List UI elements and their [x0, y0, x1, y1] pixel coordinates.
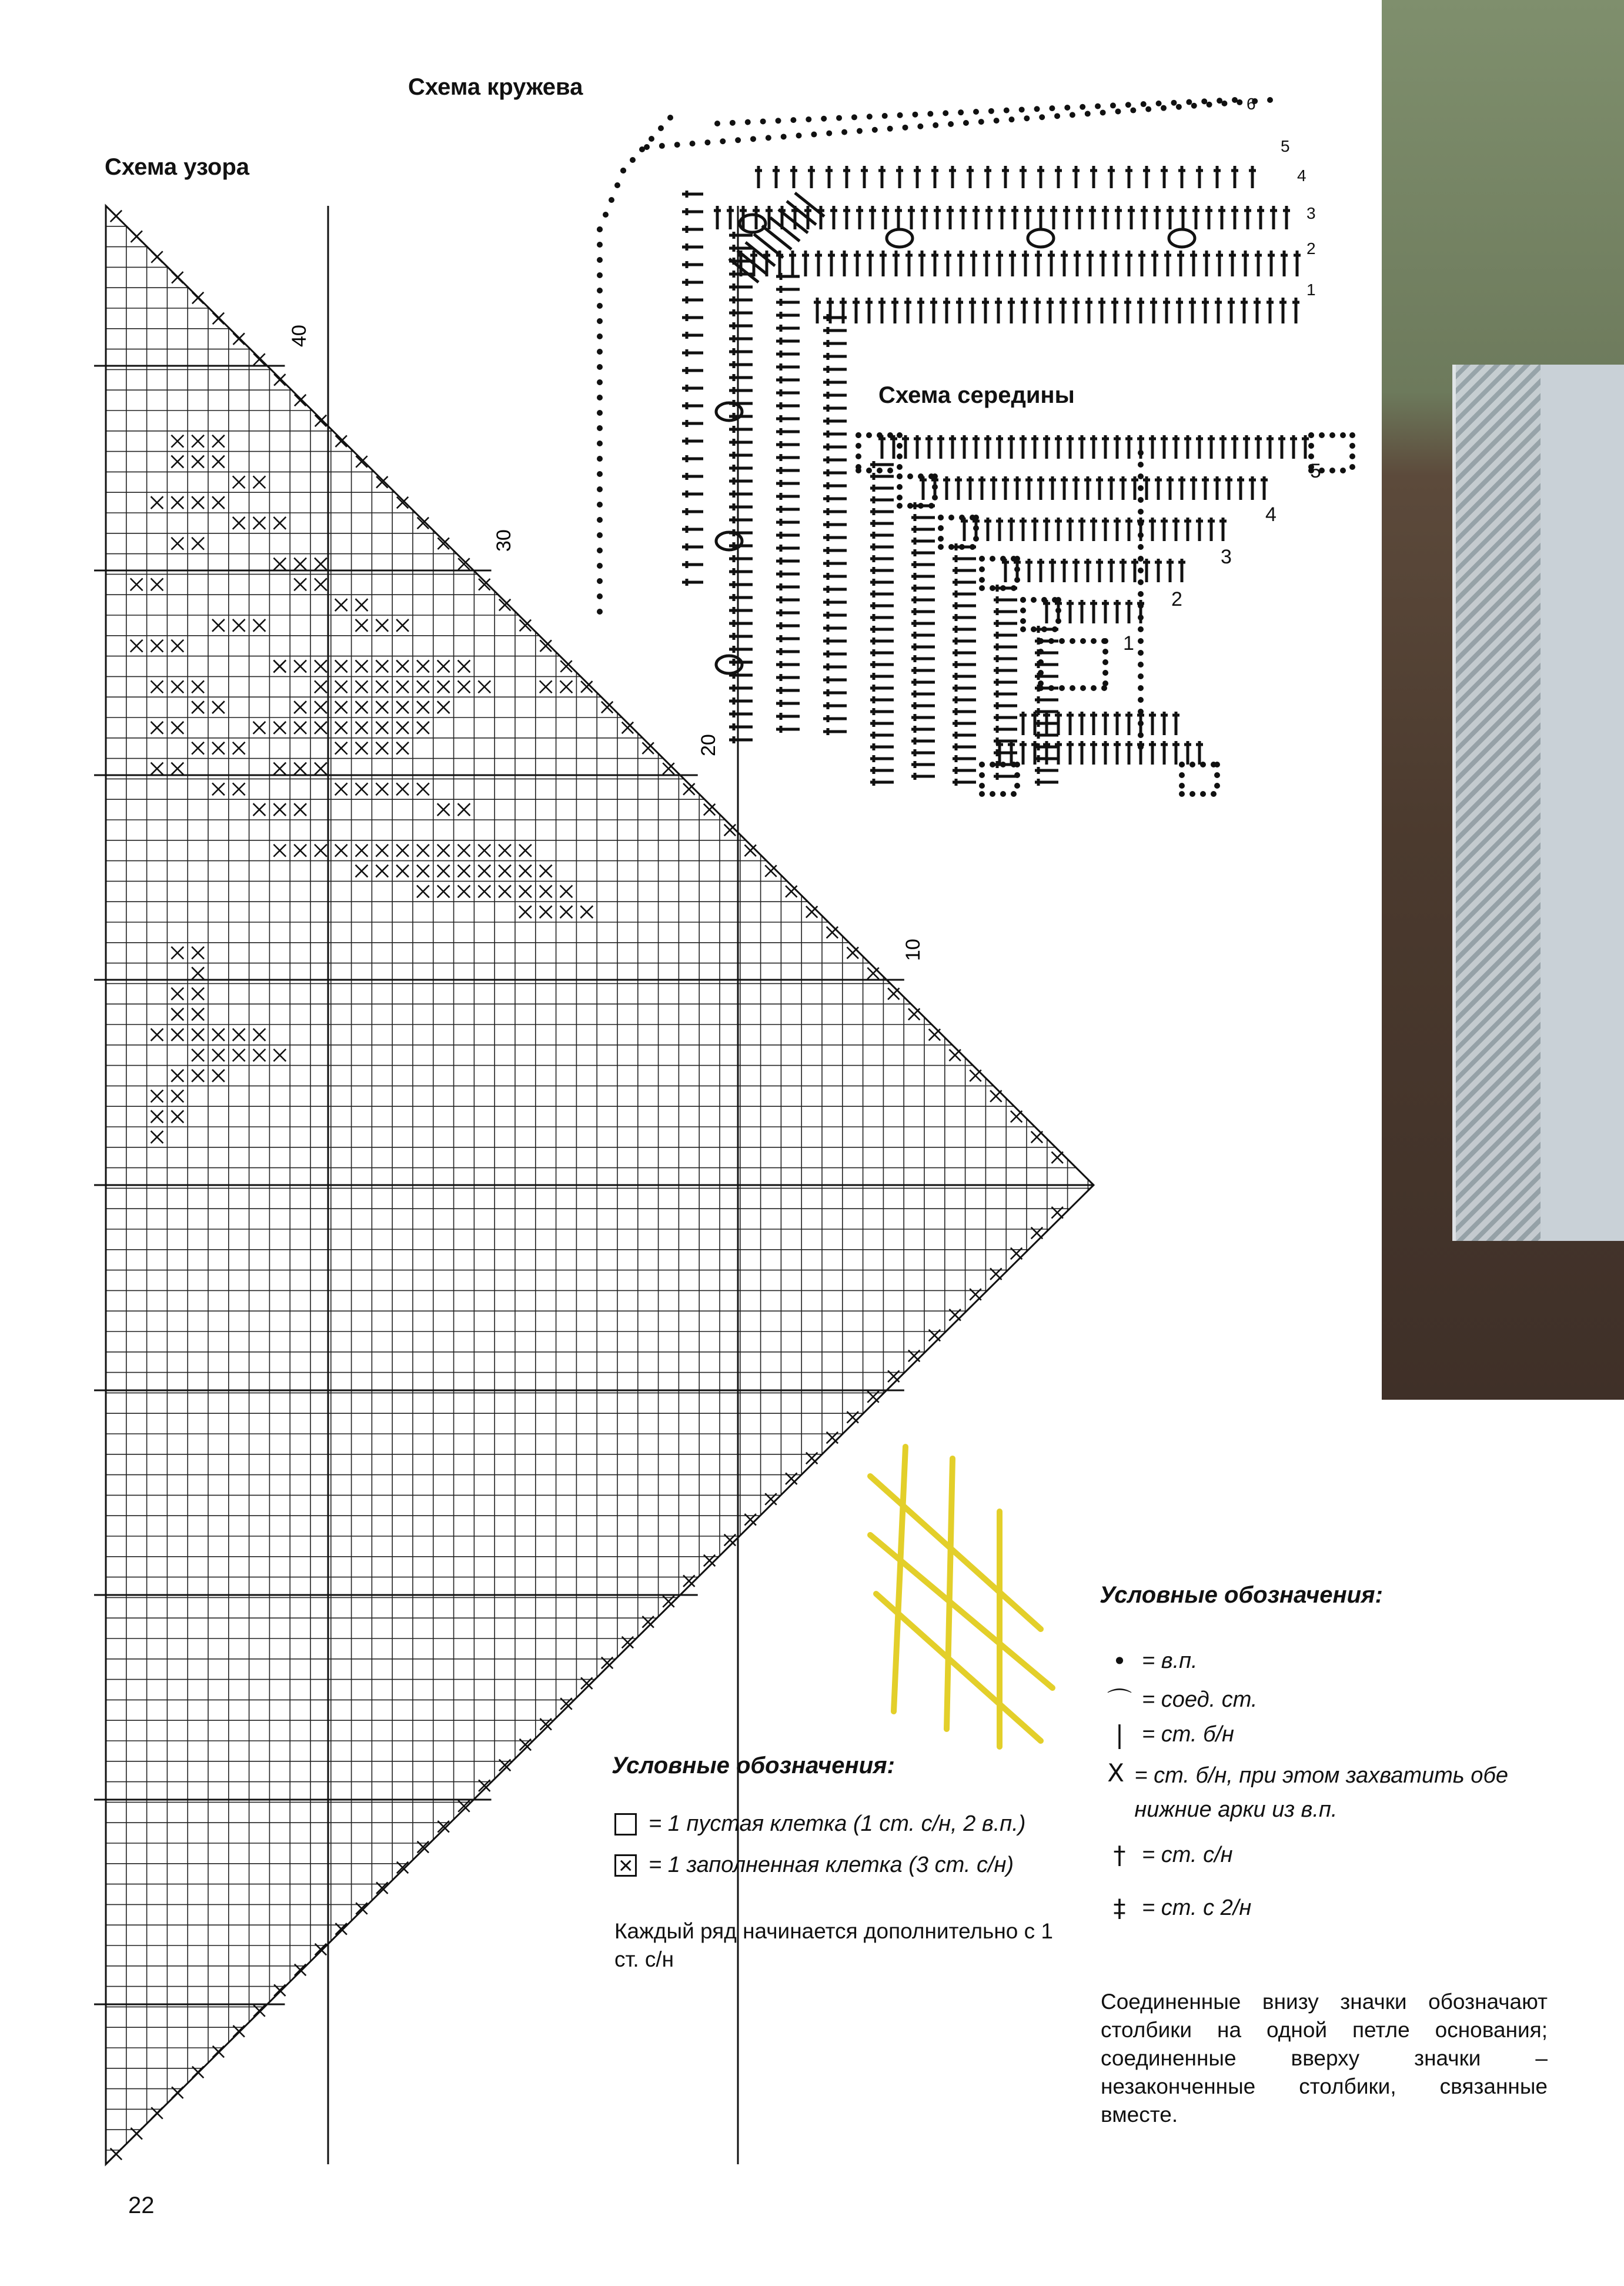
double-crochet-icon: †: [1113, 1841, 1126, 1870]
crochet-legend-item-slip: [1105, 1682, 1258, 1717]
lace-photo-body: [1541, 365, 1624, 1241]
filet-legend-text-filled: = 1 заполненная клетка (3 ст. с/н): [649, 1853, 1014, 1877]
row-number-20: 20: [697, 734, 720, 756]
middle-row-5: 5: [1310, 460, 1321, 482]
single-crochet-bar-icon: |: [1115, 1720, 1124, 1749]
pattern-heading: Схема узора: [105, 154, 249, 180]
crochet-legend-text-scx: = ст. б/н, при этом захватить обе нижние арки из в.п.: [1134, 1763, 1508, 1822]
crochet-legend-note: Соединенные внизу значки обозначают столбики на одной петле основания; соединенные вверху значки – незаконченные столбики, связанные вместе.: [1101, 1990, 1548, 2127]
crochet-legend-item-sc: [1105, 1720, 1234, 1749]
filled-square-icon: [614, 1854, 637, 1877]
empty-square-icon: [614, 1813, 637, 1836]
filet-legend-item-empty: [614, 1811, 1025, 1837]
row-number-30: 30: [493, 529, 515, 552]
crochet-legend-item-tr: [1105, 1894, 1251, 1923]
crochet-legend-text-sc: = ст. б/н: [1142, 1722, 1234, 1747]
filet-legend-title: Условные обозначения:: [611, 1753, 895, 1778]
lace-row-3: 3: [1306, 204, 1316, 222]
chain-dot-icon: •: [1112, 1647, 1127, 1676]
sc-x-icon: X: [1107, 1758, 1125, 1787]
crochet-legend-item-dc: [1105, 1841, 1233, 1870]
crochet-legend-text-slip: = соед. ст.: [1142, 1687, 1258, 1712]
middle-row-4: 4: [1265, 503, 1277, 526]
crochet-legend-item-chain: [1105, 1647, 1198, 1676]
crochet-legend-text-dc: = ст. с/н: [1142, 1843, 1233, 1867]
row-number-10: 10: [902, 939, 924, 961]
lace-row-5: 5: [1281, 137, 1290, 155]
row-number-40: 40: [288, 325, 310, 347]
crochet-legend-title: Условные обозначения:: [1100, 1582, 1383, 1608]
filet-legend-note: Каждый ряд начинается дополнительно с 1 ст. с/н: [614, 1919, 1053, 1971]
crochet-legend-text-tr: = ст. с 2/н: [1142, 1895, 1252, 1920]
lace-heading: Схема кружева: [408, 74, 583, 100]
treble-crochet-icon: ‡: [1113, 1894, 1126, 1923]
middle-scheme: [847, 429, 1364, 817]
page-number: 22: [128, 2192, 155, 2218]
lace-row-1: 1: [1306, 281, 1316, 299]
slip-stitch-arc-icon: ⌒: [1107, 1687, 1132, 1716]
lace-row-4: 4: [1297, 166, 1306, 185]
filet-legend-item-filled: [614, 1853, 1014, 1878]
yellow-lines-decoration: [864, 1435, 1064, 1753]
lace-row-2: 2: [1306, 239, 1316, 258]
lace-row-6: 6: [1247, 95, 1256, 113]
filet-legend-text-empty: = 1 пустая клетка (1 ст. с/н, 2 в.п.): [649, 1811, 1026, 1836]
crochet-legend-item-scx: [1105, 1758, 1564, 1827]
middle-row-3: 3: [1221, 546, 1232, 568]
crochet-legend-text-chain: = в.п.: [1142, 1648, 1198, 1673]
middle-row-2: 2: [1171, 588, 1182, 610]
middle-row-1: 1: [1123, 632, 1134, 655]
middle-heading: Схема середины: [878, 382, 1075, 408]
